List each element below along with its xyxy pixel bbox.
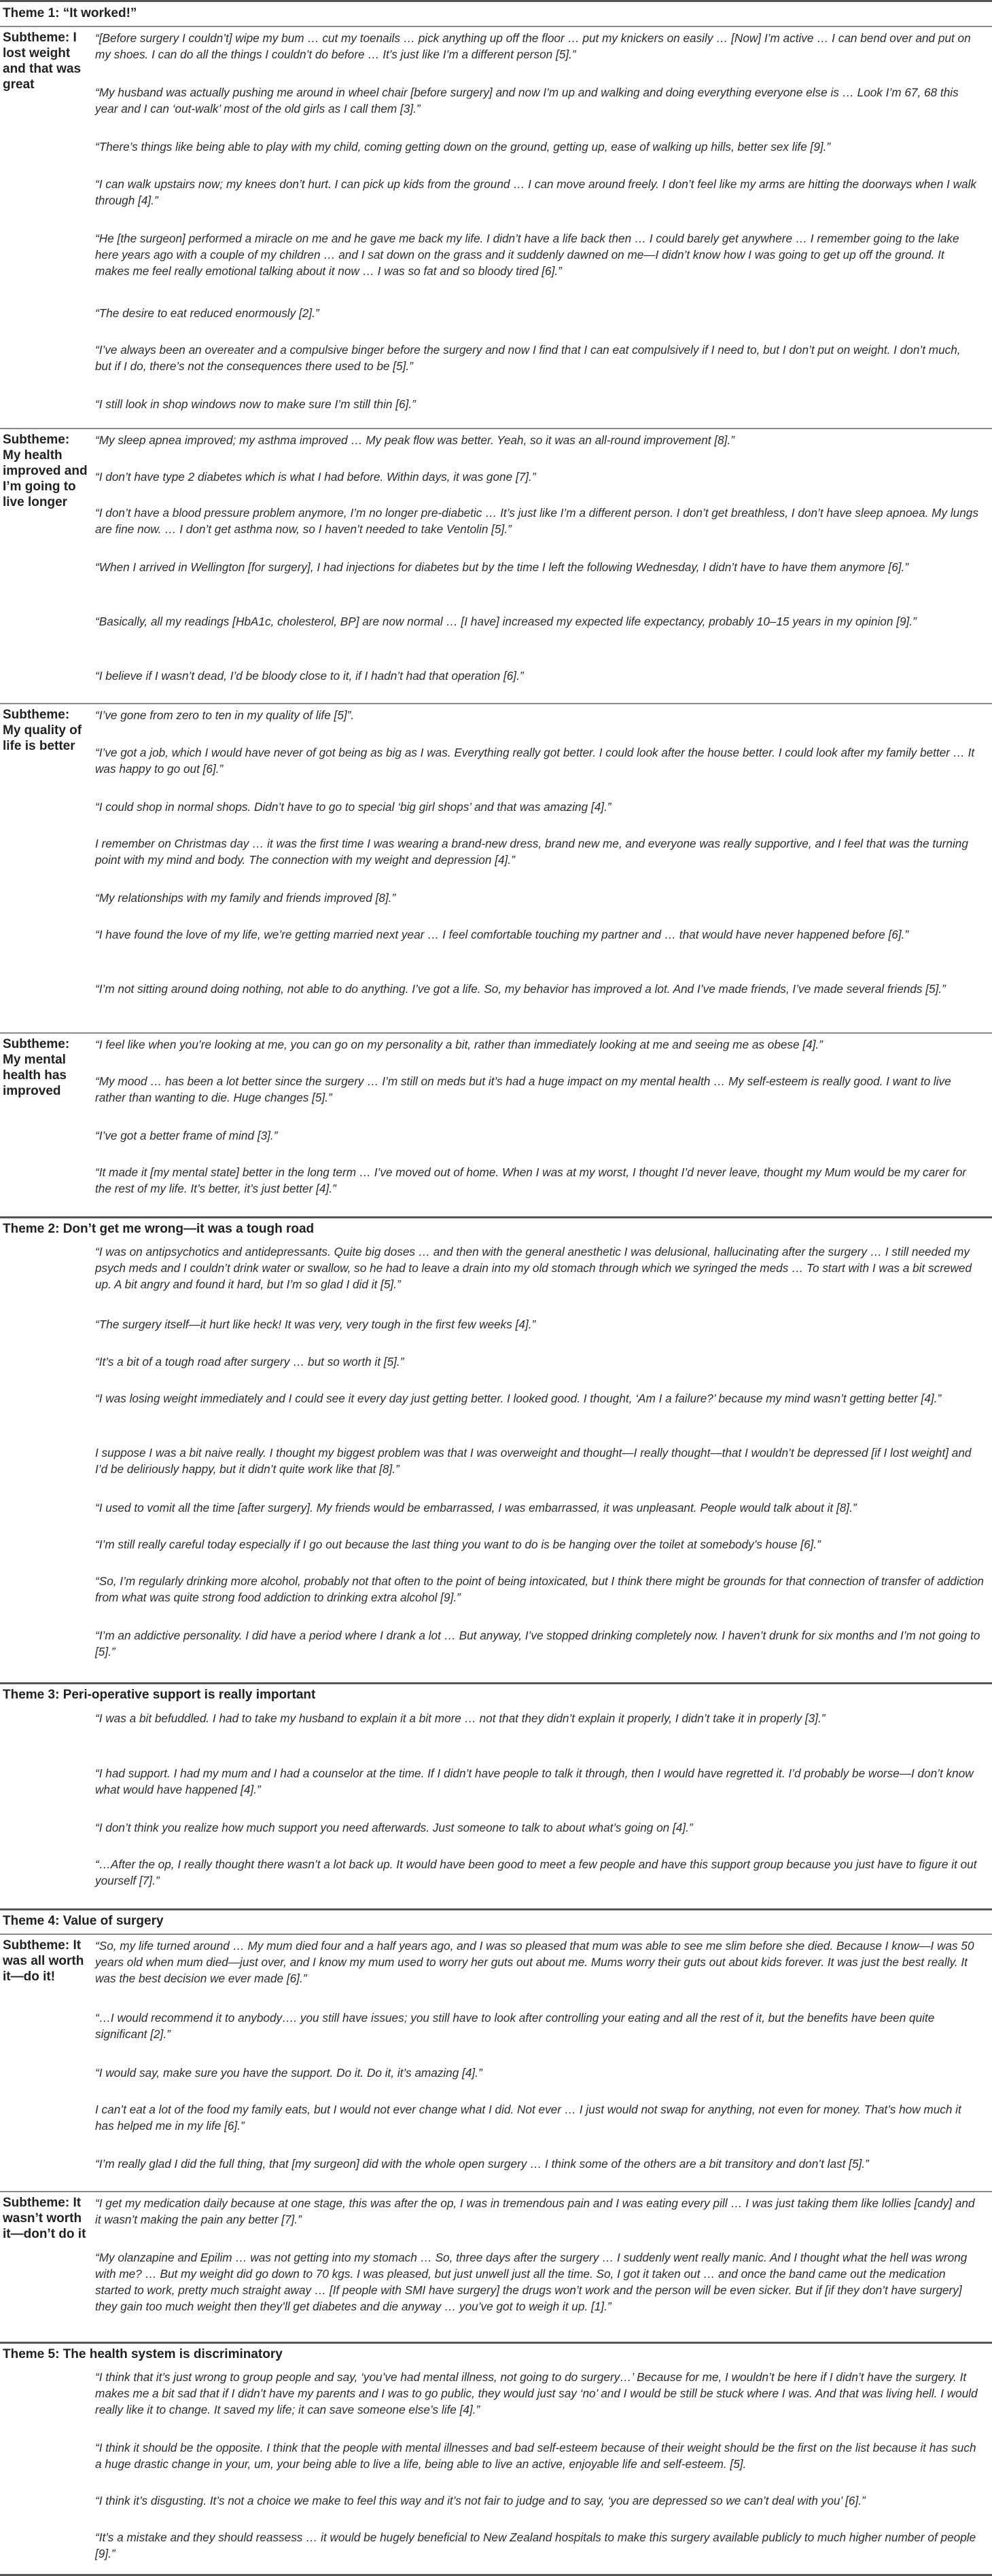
quote: “It made it [my mental state] better in the long term … I’ve moved out of home. When I was at my worst, I thought I’d never leave, thought my Mum would be my carer for the rest of my life. It’s better, it’s just better [4].” (95, 1165, 966, 1195)
quote: “It’s a mistake and they should reassess … it would be hugely beneficial to New Zealand hospitals to make this surgery available publicly to much higher number of people [9].” (95, 2530, 976, 2560)
theme-3-top-rule (0, 1682, 992, 1684)
subtheme-mental-health-label: Subtheme: My mental health has improved (3, 1037, 70, 1098)
subtheme-rule (0, 703, 992, 704)
theme-1-rule (0, 26, 992, 27)
quote: “I don’t have type 2 diabetes which is what I had before. Within days, it was gone [7].” (95, 470, 536, 484)
quote: I suppose I was a bit naive really. I thought my biggest problem was that I was overweight and thought—I really thought—that I wouldn’t be depressed [if I lost weight] and I’d be deliriously happy, but it didn’t quite work like that [8].” (95, 1446, 972, 1476)
quote: “So, I’m regularly drinking more alcohol, probably not that often to the point of being intoxicated, but I think there might be grounds for that connection of transfer of addiction from what was quite strong food addiction to drinking extra alcohol [9].” (95, 1574, 984, 1604)
quote: “My sleep apnea improved; my asthma improved … My peak flow was better. Yeah, so it was an all-round improvement [8].” (95, 433, 734, 447)
quote: “I’m an addictive personality. I did have a period where I drank a lot … But anyway, I’ve stopped drinking completely now. I haven’t drunk for six months and I’m not going to [5].” (95, 1629, 980, 1658)
quote: “I was a bit befuddled. I had to take my husband to explain it a bit more … not that they didn’t explain it properly, I didn’t take it in properly [3].” (95, 1711, 826, 1725)
subtheme-rule (0, 428, 992, 429)
quote: “I was on antipsychotics and antidepressants. Quite big doses … and then with the general anesthetic I was delusional, hallucinating after the surgery … I still needed my psych meds and I couldn’t drink water or swallow, so he had to leave a drain into my old stomach through which we syringed the meds … To start with I was a bit screwed up. A bit angry and found it hard, but I’m so glad I did it [5].” (95, 1245, 972, 1291)
theme-5-title: Theme 5: The health system is discriminatory (3, 2347, 283, 2361)
theme-4-top-rule (0, 1908, 992, 1910)
subtheme-not-worth-it-label: Subtheme: It wasn’t worth it—don’t do it (3, 2196, 86, 2241)
quote: “So, my life turned around … My mum died four and a half years ago, and I was so pleased that mum was able to see me slim before she died. Because I know—I was 50 years old when mum died—just over, and I know my mum used to worry her guts out about me. Mums worry their guts out about kids forever. It was just the best really. It was the best decision we ever made [6].” (95, 1939, 974, 1985)
quote: “I’m not sitting around doing nothing, not able to do anything. I’ve got a life. So, my behavior has improved a lot. And I’ve made friends, I’ve made several friends [5].” (95, 982, 946, 996)
quote: “[Before surgery I couldn’t] wipe my bum … cut my toenails … pick anything up off the floor … put my knickers on easily … [Now] I’m active … I can bend over and put on my shoes. I can do all the things I couldn’t do before … It’s just like I’m a different person [5].” (95, 31, 971, 61)
quote: “…After the op, I really thought there wasn’t a lot back up. It would have been good to meet a few people and have this support group because you just have to figure it out yourself [7].” (95, 1857, 977, 1887)
quote: “I think that it’s just wrong to group people and say, ‘you’ve had mental illness, not going to do surgery…’ Because for me, I wouldn’t be here if I didn’t have the surgery. It makes me a bit sad that if I didn’t have my parents and I was to go public, they would just say ‘no’ and I would be still be stuck where I was. And that was living hell. I would really like it to change. It saved my life; it can save someone else’s life [4].” (95, 2370, 978, 2416)
quote: “I don’t have a blood pressure problem anymore, I’m no longer pre-diabetic … It’s just like I’m a different person. I don’t get breathless, I don’t have sleep apnoea. My lungs are fine now. … I don’t get asthma now, so I haven’t needed to take Ventolin [5].” (95, 506, 978, 536)
quote: “I believe if I wasn’t dead, I’d be bloody close to it, if I hadn’t had that operation [6].” (95, 669, 524, 683)
quote: I can’t eat a lot of the food my family eats, but I would not ever change what I did. Not ever … I just would not swap for anything, not even for money. That’s how much it has helped me in my life [6].” (95, 2103, 961, 2133)
quote: “The surgery itself—it hurt like heck! It was very, very tough in the first few weeks [4].” (95, 1318, 536, 1331)
quote: “My mood … has been a lot better since the surgery … I’m still on meds but it’s had a huge impact on my mental health … My self-esteem is really good. I want to live rather than wanting to die. Huge changes [5].” (95, 1074, 951, 1104)
subtheme-worth-it-label: Subtheme: It was all worth it—do it! (3, 1938, 84, 1984)
quote: “I can walk upstairs now; my knees don’t hurt. I can pick up kids from the ground … I can move around freely. I don’t feel like my arms are hitting the doorways when I walk through [4].” (95, 177, 976, 207)
quote: “There’s things like being able to play with my child, coming getting down on the ground, getting up, ease of walking up hills, better sex life [9].” (95, 140, 831, 153)
subtheme-lost-weight-label: Subtheme: I lost weight and that was great (3, 31, 82, 92)
quote: “…I would recommend it to anybody…. you still have issues; you still have to look after controlling your eating and all the rest of it, but the benefits have been quite significant [2].” (95, 2011, 935, 2041)
quote: “I still look in shop windows now to make sure I’m still thin [6].” (95, 397, 416, 411)
quote: “My husband was actually pushing me around in wheel chair [before surgery] and now I’m up and walking and doing everything everyone else is … Look I’m 67, 68 this year and I can ‘out-walk’ most of the old girls as I call them [3].” (95, 86, 959, 115)
theme-2-top-rule (0, 1216, 992, 1218)
quote: “My relationships with my family and friends improved [8].” (95, 891, 396, 905)
quote: “Basically, all my readings [HbA1c, cholesterol, BP] are now normal … [I have] increased my expected life expectancy, probably 10–15 years in my opinion [9].” (95, 615, 917, 628)
subtheme-quality-of-life-label: Subtheme: My quality of life is better (3, 708, 82, 753)
quote: “It’s a bit of a tough road after surgery … but so worth it [5].” (95, 1355, 404, 1368)
quote: I remember on Christmas day … it was the first time I was wearing a brand-new dress, brand new me, and everyone was really supportive, and I feel that was the turning point with my mind and body. The connection with my weight and depression [4].” (95, 837, 968, 867)
quote: “When I arrived in Wellington [for surgery], I had injections for diabetes but by the time I left the following Wednesday, I didn’t have to have them anymore [6].” (95, 560, 909, 574)
quote: “I’ve got a job, which I would have never of got being as big as I was. Everything really got better. I could look after the house better. I could look after my family better … It was happy to go out [6].” (95, 746, 975, 776)
quote: “I have found the love of my life, we’re getting married next year … I feel comfortable touching my partner and … that would have never happened before [6].” (95, 928, 909, 941)
quote: “He [the surgeon] performed a miracle on me and he gave me back my life. I didn’t have a life back then … I could barely get anywhere … I remember going to the lake here years ago with a couple of my children … and I sat down on the grass and it suddenly dawned on me—I didn’t know how I was going to get up off the ground. It makes me feel really emotional talking about it now … I was so fat and so bloody tired [6].” (95, 232, 959, 278)
quote: “I’ve always been an overeater and a compulsive binger before the surgery and now I find that I can eat compulsively if I need to, but I don’t put on weight. I don’t much, but if I do, there’s not the consequences there used to be [5].” (95, 343, 961, 373)
theme-2-title: Theme 2: Don’t get me wrong—it was a tough road (3, 1222, 315, 1236)
theme-4-rule (0, 1934, 992, 1935)
quote: “I get my medication daily because at one stage, this was after the op, I was in tremendous pain and I was eating every pill … I was just taking them like lollies [candy] and it wasn’t making the pain any better [7].” (95, 2196, 975, 2226)
quote: “I would say, make sure you have the support. Do it. Do it, it’s amazing [4].” (95, 2066, 482, 2080)
quote: “I’m still really careful today especially if I go out because the last thing you want to do is be hanging over the toilet at somebody’s house [6].” (95, 1538, 821, 1551)
table-top-rule (0, 0, 992, 2)
quote: “My olanzapine and Epilim … was not getting into my stomach … So, three days after the surgery … I suddenly went really manic. And I thought what the hell was wrong with me? … But my weight did go down to 70 kgs. I was pleased, but just unwell just all the time. So, I got it taken out … and once the band came out the medication started to work, pretty much straight away … [If people with SMI have surgery] the drugs won’t work and the person will be even sicker. But if [if they don’t have surgery] they gain too much weight then they’ll get diabetes and die anyway … you’ve got to weigh it up. [1].” (95, 2251, 968, 2313)
quote: “I had support. I had my mum and I had a counselor at the time. If I didn’t have people to talk it through, then I would have regretted it. I’d probably be worse—I don’t know what would have happened [4].” (95, 1766, 974, 1796)
theme-3-title: Theme 3: Peri-operative support is really important (3, 1688, 316, 1702)
quote: “The desire to eat reduced enormously [2].” (95, 306, 319, 320)
quote: “I’m really glad I did the full thing, that [my surgeon] did with the whole open surgery … I think some of the others are a bit transitory and don’t last [5].” (95, 2157, 869, 2171)
theme-1-title: Theme 1: “It worked!” (3, 6, 137, 20)
quote: “I could shop in normal shops. Didn’t have to go to special ‘big girl shops’ and that was amazing [4].” (95, 800, 612, 814)
quote: “I think it should be the opposite. I think that the people with mental illnesses and bad self-esteem because of their weight should be the first on the list because it has such a huge drastic change in your, um, your being able to live a life, being able to live an active, enjoyable life and self-esteem. [5]. (95, 2441, 976, 2471)
quote: “I was losing weight immediately and I could see it every day just getting better. I looked good. I thought, ‘Am I a failure?’ because my mind wasn’t getting better [4].” (95, 1392, 942, 1405)
quote: “I think it’s disgusting. It’s not a choice we make to feel this way and it’s not fair to judge and to say, ‘you are depressed so we can’t deal with you’ [6].” (95, 2494, 866, 2507)
quote: “I used to vomit all the time [after surgery]. My friends would be embarrassed, I was embarrassed, it was unpleasant. People would talk about it [8].” (95, 1501, 857, 1514)
quote: “I’ve got a better frame of mind [3].” (95, 1129, 278, 1142)
quote: “I’ve gone from zero to ten in my quality of life [5]”. (95, 708, 355, 722)
quote: “I feel like when you’re looking at me, you can go on my personality a bit, rather than immediately looking at me and seeing me as obese [4].” (95, 1038, 823, 1051)
theme-4-title: Theme 4: Value of surgery (3, 1914, 164, 1928)
subtheme-health-improved-label: Subtheme: My health improved and I’m going to live longer (3, 433, 88, 509)
subtheme-rule (0, 1032, 992, 1034)
subtheme-rule (0, 2191, 992, 2192)
quote: “I don’t think you realize how much support you need afterwards. Just someone to talk to about what’s going on [4].” (95, 1821, 693, 1834)
theme-5-top-rule (0, 2342, 992, 2344)
